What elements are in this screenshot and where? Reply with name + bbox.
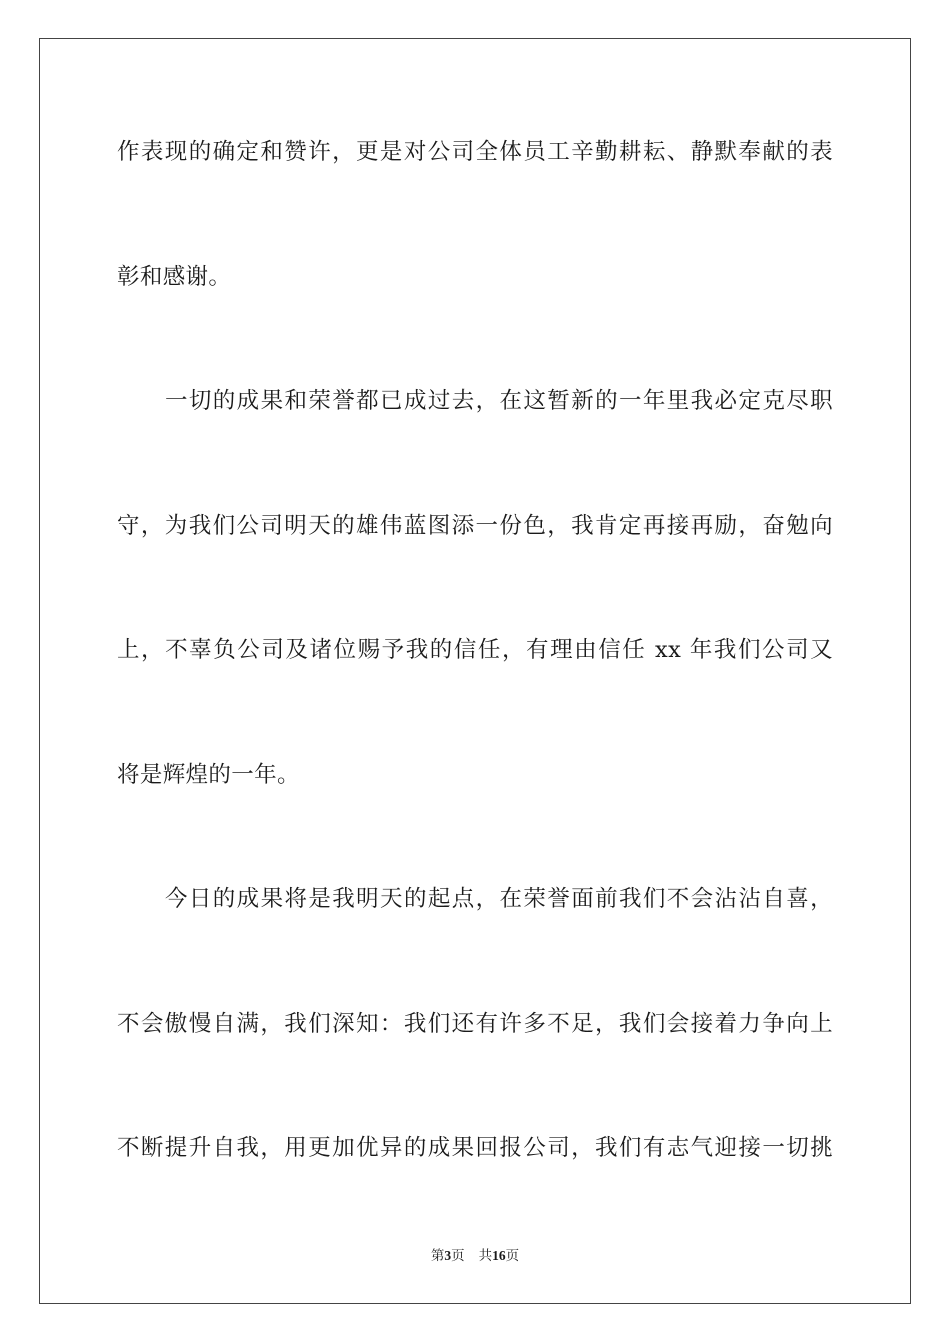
body-text-line: 不会傲慢自满，我们深知：我们还有许多不足，我们会接着力争向上	[117, 1011, 833, 1037]
total-label-suffix: 页	[505, 1248, 520, 1264]
paragraph-first-line: 今日的成果将是我明天的起点，在荣誉面前我们不会沾沾自喜，	[165, 886, 833, 912]
total-page-count: 16	[492, 1248, 506, 1263]
page-label-suffix: 页	[451, 1248, 465, 1264]
body-text-line: 守，为我们公司明天的雄伟蓝图添一份色，我肯定再接再励，奋勉向	[117, 513, 833, 539]
body-text-line: 彰和感谢。	[117, 264, 232, 290]
body-text-line: 将是辉煌的一年。	[117, 762, 300, 788]
body-text-line: 上，不辜负公司及诸位赐予我的信任，有理由信任 xx 年我们公司又	[117, 637, 833, 663]
body-text-line: 不断提升自我，用更加优异的成果回报公司，我们有志气迎接一切挑	[117, 1135, 833, 1161]
page-footer	[0, 1247, 950, 1265]
current-page-number: 3	[444, 1248, 452, 1263]
page-label-prefix: 第	[430, 1248, 445, 1264]
page-border	[39, 38, 911, 1304]
body-text-line: 作表现的确定和赞许，更是对公司全体员工辛勤耕耘、静默奉献的表	[117, 139, 833, 165]
total-label-prefix: 共	[478, 1248, 493, 1264]
paragraph-first-line: 一切的成果和荣誉都已成过去，在这暂新的一年里我必定克尽职	[165, 388, 833, 414]
